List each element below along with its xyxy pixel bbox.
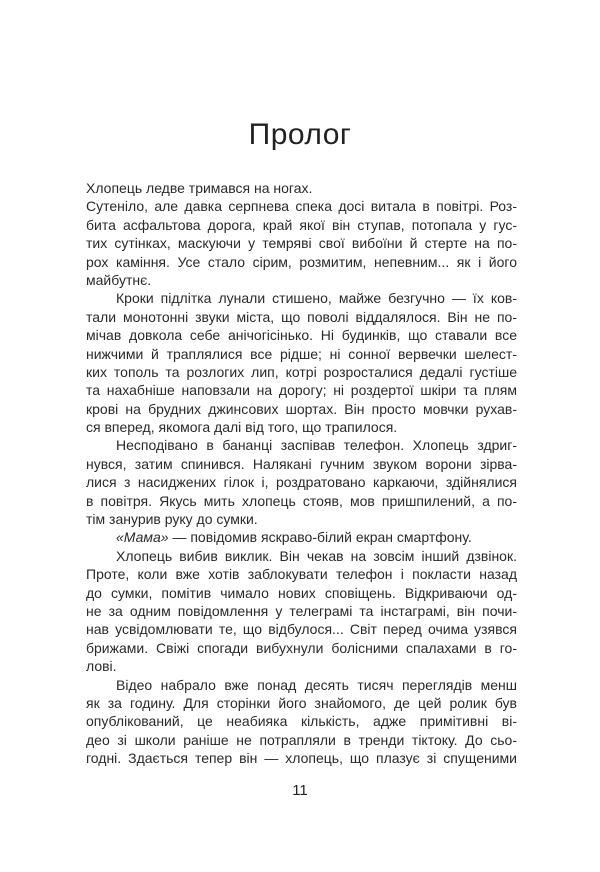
text-line	[86, 528, 517, 546]
text-line: майбутнє.	[86, 271, 152, 288]
text-line: нижчими й траплялися все рідше; ні сонної вервечки шелест-	[86, 345, 517, 362]
page-number: 11	[292, 782, 308, 799]
text-line: як за годину. Для сторінки його знайомого, де цей ролик був	[86, 694, 517, 711]
text-line: брижами. Свіжі спогади вибухнули болісними спалахами в го-	[86, 639, 517, 656]
text-line: тім занурив руку до сумки.	[86, 511, 258, 528]
text-line: Хлопець вибив виклик. Він чекав на зовсім інший дзвінок.	[116, 547, 517, 564]
text-line: лися з насиджених гілок і, роздратовано каркаючи, здійнялися	[86, 474, 517, 491]
text-line: та нахабніше наповзали на дорогу; ні роздертої шкіри та плям	[86, 382, 517, 399]
text-line: тих сутінках, маскуючи у темряві свої вибоїни й стерте на по-	[86, 235, 517, 252]
text-line: Кроки підлітка лунали стишено, майже безгучно — їх ков-	[116, 290, 517, 307]
text-line: до сумки, помітив чимало нових сповіщень. Відкриваючи од-	[86, 584, 517, 601]
text-line: крові на брудних джинсових шортах. Він просто мовчки рухав-	[86, 400, 517, 417]
chapter-body	[86, 179, 517, 768]
text-line: годні. Здається тепер він — хлопець, що плазує зі спущеними	[86, 750, 517, 767]
text-line: опублікований, це неабияка кількість, адже примітивні ві-	[86, 713, 517, 730]
text-line: бита асфальтова дорога, край якої він ступав, потопала у гус-	[86, 216, 517, 233]
text-line: тали монотонні звуки міста, що поволі віддалялося. Він не по-	[86, 308, 517, 325]
text-line: ся вперед, якомога далі від того, що трапилося.	[86, 419, 398, 436]
text-line: нав усвідомлювати те, що відбулося... Світ перед очима узявся	[86, 621, 517, 638]
text-line: нувся, затим спинився. Налякані гучним звуком ворони зірва-	[86, 455, 517, 472]
italic-text: «Мама»	[116, 529, 169, 546]
text-line: в повітря. Якусь мить хлопець стояв, мов пришпилений, а по-	[86, 492, 517, 509]
text-line: Хлопець ледве тримався на ногах.	[86, 180, 313, 196]
text-line: Відео набрало вже понад десять тисяч переглядів менш	[116, 676, 517, 693]
text-line: рох каміння. Усе стало сірим, розмитим, непевним... як і його	[86, 253, 517, 270]
text-line: Несподівано в бананці заспівав телефон. Хлопець здриг-	[116, 437, 517, 454]
text-line: лові.	[86, 658, 117, 675]
text-line: Сутеніло, але давка серпнева спека досі витала в повітрі. Роз-	[86, 198, 517, 215]
line-text: — повідомив яскраво-білий екран смартфону.	[168, 529, 472, 546]
text-line: Проте, коли вже хотів заблокувати телефон і покласти назад	[86, 566, 517, 583]
text-line: мічав довкола себе анічогісінько. Ні будинків, що ставали все	[86, 327, 517, 344]
text-line: део зі школи раніше не потрапляли в тренди тіктоку. До сьо-	[86, 731, 517, 748]
text-line: ких тополь та розлогих лип, котрі розросталися дедалі густіше	[86, 363, 517, 380]
text-line: не за одним повідомлення у телеграмі та інстаграмі, він почи-	[86, 602, 517, 619]
chapter-title: Пролог	[248, 118, 352, 151]
